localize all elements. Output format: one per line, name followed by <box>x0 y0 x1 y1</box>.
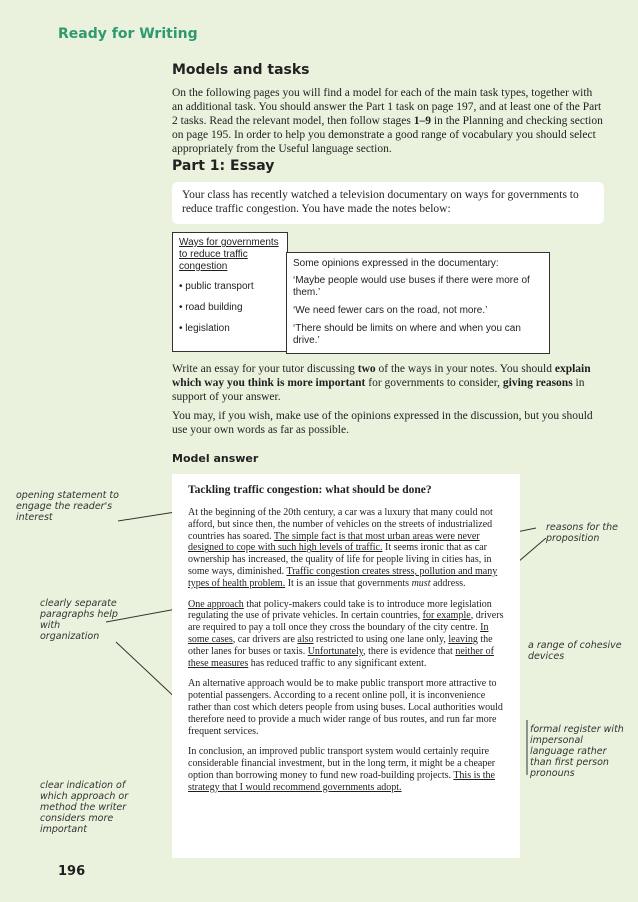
essay-text: address. <box>430 577 466 589</box>
annotation-register: formal register with impersonal language rather than first person pronouns <box>530 724 624 779</box>
essay-paragraph-3: An alternative approach would be to make public transport more attractive to potential passengers. According to a recent online poll, it is inconvenience rather than cost which deters people from using buses. Local authorities would therefore need to provide a much wider range of bus routes, and run far more frequent services. <box>188 678 503 737</box>
intro-text-1: On the following pages you will find a model for each of the main task types, together with an additional task. You should answer the Part 1 task on page 197, and at least one of the Part 2 tasks. Read the relevant model, then follow stages <box>172 87 602 127</box>
task-text: for governments to consider, <box>365 377 503 389</box>
task-paragraph-2: You may, if you wish, make use of the opinions expressed in the discussion, but you should use your own words as far as possible. <box>172 410 593 436</box>
essay-text: It is an issue that governments <box>285 577 412 589</box>
essay-underlined: neither of these measures <box>188 645 494 669</box>
essay-underlined: Traffic congestion creates stress, pollution and many types of health problem. <box>188 565 498 589</box>
essay-text: , drivers are required to pay a toll once they cross the boundary of the city centre. <box>188 610 504 634</box>
opinions-heading: Some opinions expressed in the documentary: <box>293 258 499 269</box>
essay-title: Tackling traffic congestion: what should be done? <box>188 484 432 496</box>
essay-text: that policy-makers could take is to introduce more legislation regulating the use of private vehicles. In certain countries, <box>188 598 492 622</box>
task-text: in support of your answer. <box>172 377 585 403</box>
essay-text: In conclusion, an improved public transport system would certainly require considerable financial investment, but in the long term, it might be a cheaper option than borrowing money to fund new road-building projects. <box>188 746 496 781</box>
essay-paragraph-1 <box>188 507 506 590</box>
intro-paragraph <box>172 86 604 156</box>
essay-underlined: This is the strategy that I would recommend governments adopt. <box>188 769 495 793</box>
notes-item: • legislation <box>179 323 254 335</box>
essay-body <box>188 507 506 803</box>
task-text: Write an essay for your tutor discussing <box>172 363 358 375</box>
prompt-text: Your class has recently watched a television documentary on ways for governments to reduce traffic congestion. You have made the notes below: <box>182 189 579 215</box>
notes-list <box>179 281 254 344</box>
essay-text: At the beginning of the 20th century, a car was a luxury that many could not afford, but since then, the number of vehicles on the streets of industrialized countries has soared. <box>188 507 493 542</box>
essay-text: , there is evidence that <box>363 645 456 657</box>
essay-text: , car drivers are <box>232 633 298 645</box>
opinion-item: ‘Maybe people would use buses if there were more of them.’ <box>293 275 530 298</box>
annotation-paragraphs: clearly separate paragraphs help with organization <box>40 598 118 642</box>
annotation-cohesive: a range of cohesive devices <box>528 640 622 662</box>
essay-underlined: for example <box>422 610 471 622</box>
intro-text-2: in the Planning and checking section on page 195. In order to help you demonstrate a good range of vocabulary you should select appropriately from the Useful language section. <box>172 115 603 155</box>
essay-text: has reduced traffic to any significant extent. <box>248 657 427 669</box>
essay-underlined: One approach <box>188 598 244 610</box>
essay-text: the other lanes for buses or taxis. <box>188 633 493 657</box>
opinions-box <box>286 252 550 354</box>
page-number: 196 <box>58 864 86 879</box>
opinion-item: ‘There should be limits on where and when you can drive.’ <box>293 323 521 346</box>
task-bold: explain which way you think is more important <box>172 363 591 389</box>
opinion-item: ‘We need fewer cars on the road, not more.’ <box>293 305 488 316</box>
annotation-reasons: reasons for the proposition <box>546 522 618 544</box>
intro-bold: 1–9 <box>413 115 432 127</box>
essay-paragraph-4 <box>188 746 506 793</box>
essay-underlined: The simple fact is that most urban areas were never designed to cope with such high levels of traffic. <box>188 530 480 554</box>
task-instructions <box>172 362 604 442</box>
essay-underlined: Unfortunately <box>307 645 364 657</box>
notes-heading: Ways for governments to reduce traffic congestion <box>179 237 279 272</box>
part-title: Part 1: Essay <box>172 158 275 174</box>
notes-item: • public transport <box>179 281 254 293</box>
essay-underlined: In some cases <box>188 622 489 645</box>
header-title: Ready for Writing <box>58 26 198 42</box>
task-bold: two <box>357 363 376 375</box>
notes-item: • road building <box>179 302 254 314</box>
essay-text: restricted to using one lane only, <box>313 633 449 645</box>
task-bold: giving reasons <box>502 377 573 389</box>
essay-underlined: also <box>297 633 314 645</box>
annotation-opening: opening statement to engage the reader's interest <box>16 490 119 523</box>
essay-underlined: leaving <box>448 633 478 645</box>
model-answer-heading: Model answer <box>172 452 259 465</box>
essay-paragraph-2 <box>188 599 506 670</box>
essay-italic: must <box>411 577 431 589</box>
annotation-indication: clear indication of which approach or method the writer considers more important <box>40 780 129 835</box>
task-text: of the ways in your notes. You should <box>375 363 555 375</box>
section-title: Models and tasks <box>172 62 310 78</box>
essay-text: It seems ironic that as car ownership has increased, the quality of life for people living in cities has, in some ways, diminished. <box>188 542 492 577</box>
task-paragraph-1 <box>172 362 604 404</box>
notes-box <box>172 232 288 352</box>
opinions-list <box>293 275 543 353</box>
